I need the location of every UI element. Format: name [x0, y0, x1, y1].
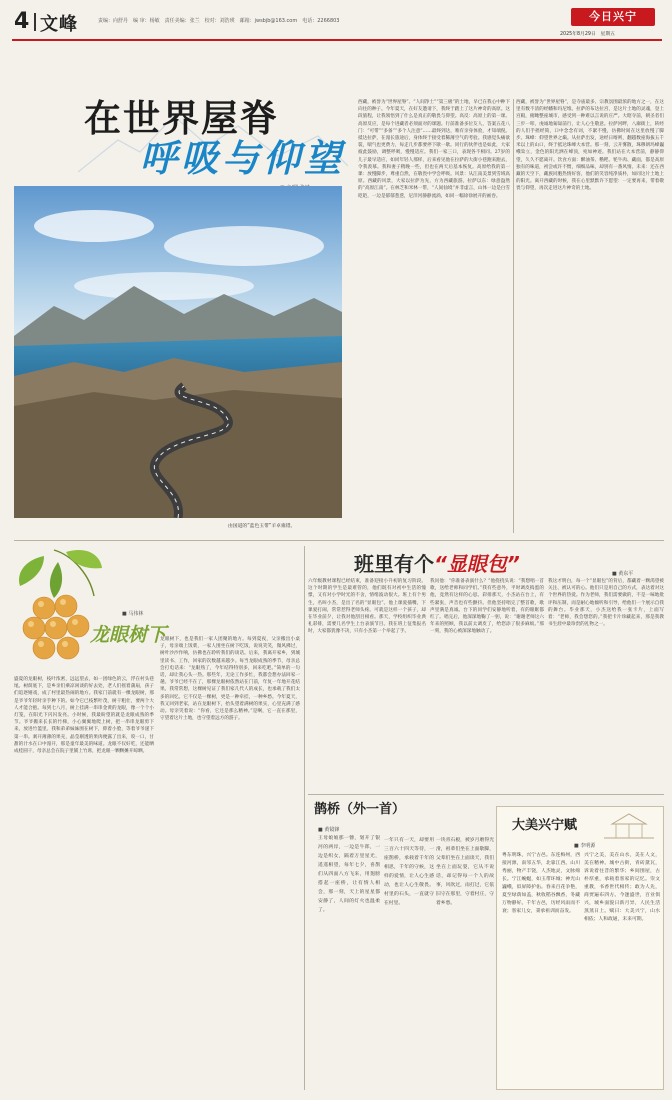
- section-divider: [14, 540, 664, 541]
- classroom-title-quote: “显眼包”: [434, 552, 520, 576]
- ode-text-column-2: 兴宁之美，美在山水，美在人文，美在精神。城中古街，青砖黛瓦，诉说着往昔的繁华；乡间围屋，古朴厚重，承载着客家的记忆。崇文重教，书香世代相传；敢为人先，商贾遍布四方。今逢盛世，百业俱兴，城乡面貌日新月异，人民生活蒸蒸日上。赋曰：大美兴宁，山水相依；人和政通，未来可期。: [584, 853, 660, 922]
- longan-byline: ■ 马伟林: [122, 611, 144, 617]
- ode-byline: ■ 李明源: [574, 843, 596, 849]
- classroom-byline: ■ 黄东平: [612, 571, 634, 577]
- editor-credits: 责编：向舒丹 编 审：杨敏 责任美编：张兰 校对：刘浩瑛 邮箱：jwsbjb@163.com 电话：2266803: [98, 18, 340, 24]
- classroom-article-title: [354, 548, 520, 577]
- feature-text-column-2: 西藏，被誉为“世界屋脊”，是寺庙最多、宗教氛围最浓的地方之一，在这里有数不清的经幡和玛尼堆。拉萨的布达拉宫，是这片土地的灵魂，登上宫殿，俯瞰整座城市，感受到一种难以言说的庄严。大昭寺前，朝圣者们三步一叩，虔诚地匍匐前行，让人心生敬意。拉萨河畔，八廓街上，转经的人们手摇经筒，口中念念有词，不紧不慢，仿佛时间在这里放慢了脚步。珠峰：仰望世界之巅。从拉萨出发，途经日喀则，翻越数座海拔五千米以上的山口，终于抵达珠峰大本营。那一刻，云开雾散，珠穆朗玛峰巍峨耸立，金色的阳光洒在峰顶，宛如神迹。我们站在大本营前，静静仰望，久久不愿离开。饮食方面：酥油茶、糌粑、牦牛肉、藏面，都是高原独有的味道，初尝或许不惯，细细品味，却别有一番风情。未来：还在西藏的天空下，藏族同胞热情好客，他们的笑容纯净质朴，如同这片土地上的阳光。离开西藏的时候，我在心里默默许下愿望：一定要再来，带着敬畏与仰望，再次走进这片神奇的土地。: [516, 100, 664, 192]
- longan-text-column-1: 盛夏的龙眼树，枝叶浓密，远远望去，如一团绿色的云，浮在村头巷尾。树荫底下，是乡亲们乘凉闲谈的好去处，老人们摇着蒲扇，孩子们追逐嬉戏，成了村里最热闹的地方。我家门前就有一棵龙眼树，那是爷爷年轻时亲手种下的。如今它已枝繁叶茂，树干粗壮，要两个大人才能合抱。每到七八月，树上挂满一串串金黄的龙眼，像一个个小灯笼，在阳光下闪闪发亮。小时候，我最盼望的就是龙眼成熟的季节。爷爷搬来长长的竹梯，小心翼翼地爬上树，把一串串龙眼剪下来，放进竹篮里。我和弟弟妹妹围在树下，仰着小脸，等着爷爷递下第一串。剥开薄薄的果壳，晶莹剔透的果肉便露了出来，咬一口，甘甜的汁水在口中漫开，那是童年最美的味道。龙眼不仅好吃，还能晒成桂圆干，母亲总会在院子里铺上竹席，把龙眼一颗颗摊开晾晒。: [14, 677, 154, 755]
- photo-caption: 由国道的“蓝色玉带”羊卓雍错。: [228, 524, 296, 529]
- issue-date: 2025年8月29日 星期五: [560, 32, 615, 37]
- feature-title-line1: 在世界屋脊: [84, 97, 279, 140]
- longan-text-column-2: 龙眼树下，也是我们一家人团聚的地方。每到夏夜，父亲搬出小桌子，母亲端上饭菜，一家人围坐在树下吃饭，说说笑笑，微风拂过，树叶沙沙作响，仿佛也在聆听我们的谈话。后来，我离开家乡，到城里读书、工作，回家的次数越来越少。每当龙眼成熟的季节，母亲总会打电话来：“龙眼熟了，今年结得特别多，回来吃吧。”简单的一句话，却让我心头一热。那些年，无论工作多忙，我都会想办法回家一趟。爷爷已经不在了，那棵龙眼树依然站在门前，年复一年地开花结果。我常常想，这棵树见证了我们家几代人的成长，也承载了我们太多的回忆。它不仅是一棵树，更是一种牵挂，一种乡愁。今年夏天，我又回到老家，站在龙眼树下，抬头望着满树的果实，心里充满了感动。母亲笑着说：“你看，它还是那么精神。”是啊，它一直在那里，守望着这片土地，也守望着远方的游子。: [160, 637, 300, 722]
- feature-title-line2: 呼吸与仰望: [140, 137, 345, 180]
- pavilion-illustration: [598, 808, 660, 842]
- column-divider: [513, 99, 514, 533]
- classroom-text-column-1: 六年级教材课程已经结束，准备迎接小升初的复习阶段。这个时期的学生是最难管的，他们既有对初中生活的憧憬，又有对小学时光的不舍，情绪波动很大。班上有个男生，名叫小杰，是出了名的“显眼包”。他上课爱插嘴，下课爱打闹，常常惹得老师头疼。可就是这样一个孩子，却在毕业前夕，让我对他刮目相看。那天，学校组织毕业典礼彩排，需要几名学生上台表演节目。我在班上征集报名时，大家都犹豫不决，只有小杰第一个举起了手。: [308, 579, 426, 635]
- ode-text-column-1: 粤东明珠，兴宁古邑。东连梅州，西接河源，南邻五华，北靠江西。山川秀丽，物产丰饶，人杰地灵，文脉绵长。宁江蜿蜒，如玉带环城；神光山巍峨，似屏障护佑。春来百花争艳，夏至绿荫如盖，秋收稻谷飘香，冬藏万物静好。千年古邑，历经风雨而不衰；客家儿女，秉承祖训而奋发。: [502, 853, 580, 914]
- lake-road-illustration: [14, 186, 342, 518]
- ode-title: 大美兴宁赋: [512, 818, 578, 833]
- header-divider: [12, 39, 662, 41]
- poem-text-column-1: 王母娘娘那一簪，划开了银河的两岸，一边是牛郎，一边是织女，隔着万里星光，遥遥相望，每年七夕，喜鹊们从四面八方飞来，用翅膀搭起一座桥，让有情人相会，那一刻，天上的星星都安静了，人间的灯火也温柔了。: [318, 836, 380, 913]
- longan-illustration: [14, 546, 104, 674]
- classroom-text-column-3: 我这才明白，每一个“显眼包”的背后，都藏着一颗渴望被关注、被认可的心。他们只是用自己的方式，表达着对这个世界的热爱。作为老师，我们需要做的，不是一味地批评和压制，而是耐心地倾听和引导，给他们一个展示自我的舞台。毕业那天，小杰送给我一张卡片，上面写着：“老师，我会想您的。”我把卡片珍藏起来，那是我教书生涯中最珍贵的礼物之一。: [548, 579, 664, 628]
- poem-text-column-2: 一年只有一天，却要用三百六十四天等待，一座鹊桥，承载着千年的相思，千年的守候，这样的爱情，让人心生感动，也让人心生敬畏。村里的石头，一直就守在村里。: [384, 838, 434, 906]
- newspaper-masthead: 今日兴宁: [571, 8, 655, 26]
- poem-text-column-3: 一块青石板，被岁月磨得光滑，祖辈们坐在上面歇脚，父辈们坐在上面谈天，我们坐在上面玩耍，它从不说话，却记得每一个人的故事，风吹过，雨打过，它依旧守在那里，守着村庄，守着乡愁。: [436, 838, 494, 906]
- poem-byline: ■ 黄镜锋: [318, 827, 340, 833]
- page-header: [0, 0, 672, 40]
- feature-text-column-1: 西藏，被誉为“世界屋脊”、“人间净土”“第三极”的土地，早已在我心中种下向往的种子。今年夏天，在好友邀请下，我终于踏上了这片神奇的高原。这段旅程，让我领悟到了什么是真正的敬畏与仰望。高反：高原上的第一课。高原反应，是每个进藏者必须面对的课题。行前准备多位友人，答案五花八门：“可带”“多备”“多个人注意”……最终到达，唯有亲身体验，才知端倪。抵达拉萨，在漫长旅途后，身体终于接受着稀薄空气的考验。我感觉头痛欲裂，喘气也更费力，每走几步都要停下歇一歇。同行的伙伴也是如此，大家彼此鼓励，调整呼吸，慢慢适应。我们一家三口，表现各不相同。27岁的儿子最早适应，如同年轻人那样，后来看见他在拉萨的大街小巷跑来跑去，令我羡慕。我和妻子稍晚一些，但也在两天后基本恢复。高原给我的第一课：放慢脚步，尊重自然，在敬畏中学会呼吸。风景：从江南美景到雪域高原。西藏的风景，大家以拉萨为先，方为西藏旅游。拉萨以东：绿意盎然的“高原江南”。在林芝和米林一带，“人间仙境”并非虚言，山体一边是白雪皑皑，一边是郁郁葱葱，尼洋河静静流淌，如同一幅徐徐展开的画卷。: [358, 100, 510, 199]
- longan-title: 龙眼树下: [90, 624, 167, 646]
- section-divider: [308, 794, 664, 795]
- page-number: 4: [14, 9, 30, 34]
- page-number-separator: [34, 13, 36, 31]
- landscape-photo: [14, 186, 342, 518]
- section-title: 文峰: [40, 14, 78, 35]
- poem-title: 鹊桥（外一首）: [314, 802, 406, 817]
- classroom-title-main: 班里有个: [354, 552, 434, 576]
- column-divider: [304, 546, 305, 1090]
- classroom-text-column-2: 我问他：“你准备表演什么？”他挠挠头说：“我想唱一首歌，送给老师和同学们。”我有些意外，平时调皮捣蛋的他，竟然有这样的心思。彩排那天，小杰站在台上，有些紧张，声音也有些颤抖。但他坚持唱完了整首歌，歌声里满是真诚。台下的同学们安静地听着，有的眼眶都红了。唱完后，他深深地鞠了一躬，说：“谢谢老师这六年来的照顾，我以前太调皮了，给您添了很多麻烦。”那一刻，我的心被深深地触动了。: [430, 579, 544, 635]
